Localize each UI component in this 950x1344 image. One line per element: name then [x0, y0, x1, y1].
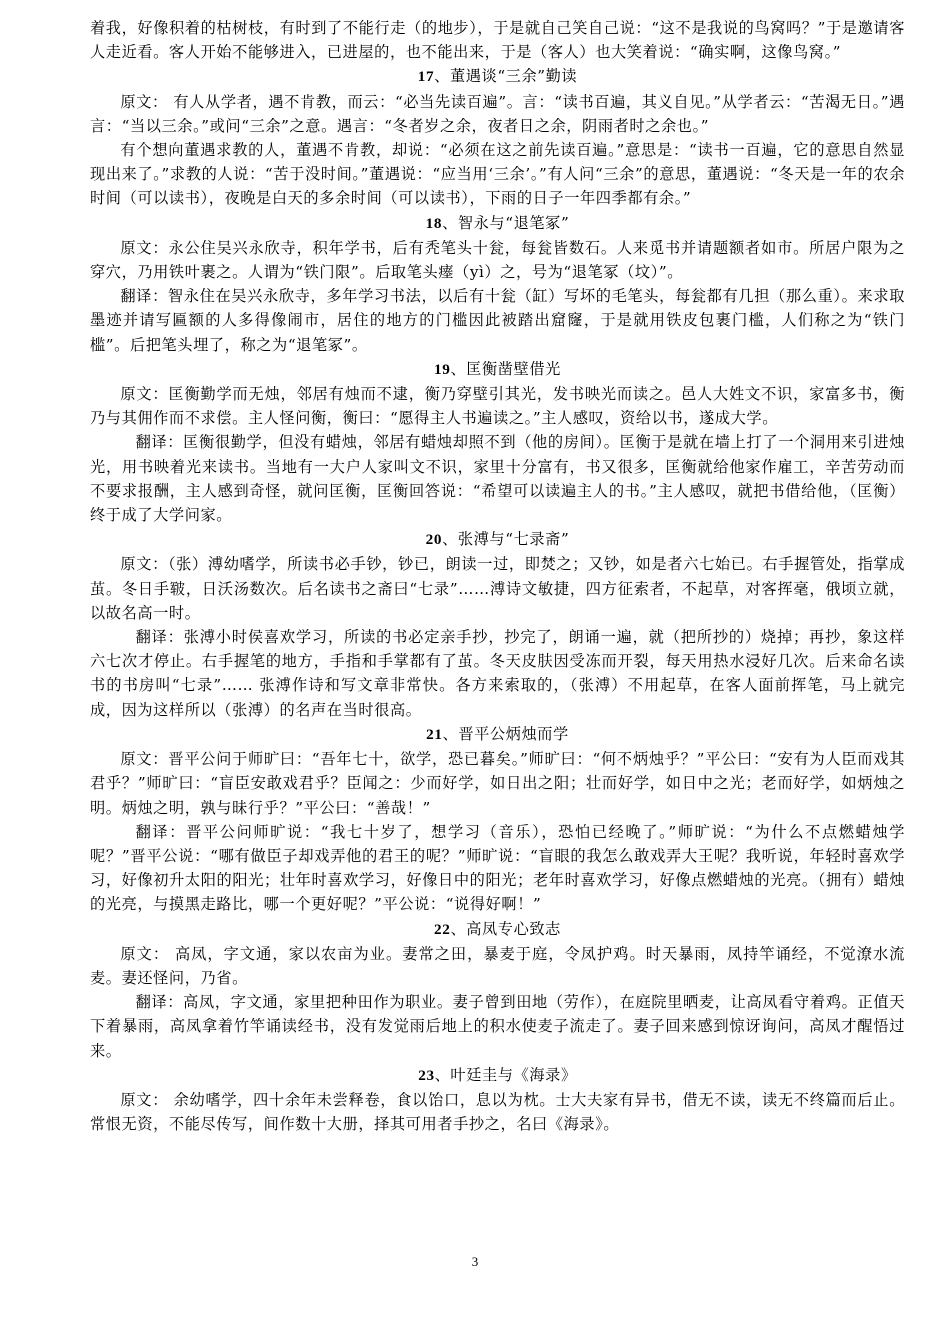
section-17-original: 原文： 有人从学者，遇不肯教，而云：“必当先读百遍”。言：“读书百遍，其义自见。”从学者云：“苦渴无日。”遇言：“当以三余。”或问“三余”之意。遇言：“冬者岁之余，夜者日之余，阴雨者时之余也。”	[90, 92, 905, 135]
section-title: 、叶廷圭与《海录》	[434, 1065, 577, 1084]
section-number: 19	[434, 360, 451, 378]
section-21-heading	[90, 722, 905, 747]
section-number: 20	[425, 531, 443, 549]
section-21-translation: 翻译：晋平公问师旷说：“我七十岁了，想学习（音乐），恐怕已经晚了。”师旷说：“为什么不点燃蜡烛学呢？”晋平公说：“哪有做臣子却戏弄他的君王的呢？”师旷说：“盲眼的我怎么敢戏弄大王呢？我听说，年轻时喜欢学习，好像初升太阳的阳光；壮年时喜欢学习，好像日中的阳光；老年时喜欢学习，好像点燃蜡烛的光亮。（拥有）蜡烛的光亮，与摸黑走路比，哪一个更好呢？”平公说：“说得好啊！”	[90, 822, 905, 914]
section-number: 22	[434, 920, 451, 938]
section-number: 17	[417, 68, 435, 86]
section-19-original: 原文：匡衡勤学而无烛，邻居有烛而不逮，衡乃穿壁引其光，发书映光而读之。邑人大姓文不识，家富多书，衡乃与其佣作而不求偿。主人怪问衡，衡曰：“愿得主人书遍读之。”主人感叹，资给以书，遂成大学。	[90, 385, 905, 428]
section-number: 21	[426, 725, 443, 743]
document-page	[90, 16, 905, 1136]
section-19-translation: 翻译：匡衡很勤学，但没有蜡烛，邻居有蜡烛却照不到（他的房间）。匡衡于是就在墙上打了一个洞用来引进烛光，用书映着光来读书。当地有一大户人家叫文不识，家里十分富有，书又很多，匡衡就给他家作雇工，辛苦劳动而不要求报酬，主人感到奇怪，就问匡衡，匡衡回答说：“希望可以读遍主人的书。”主人感叹，就把书借给他，（匡衡）终于成了大学问家。	[90, 433, 905, 525]
section-title: 、高凤专心致志	[450, 919, 561, 938]
section-20-original: 原文：（张）溥幼嗜学，所读书必手钞，钞已，朗读一过，即焚之；又钞，如是者六七始已。右手握管处，指掌成茧。冬日手皲，日沃汤数次。后名读书之斋曰“七录”……溥诗文敏捷，四方征索者，不起草，对客挥毫，俄顷立就，以故名高一时。	[90, 555, 905, 622]
section-title: 、匡衡凿壁借光	[450, 359, 561, 378]
section-17-translation: 有个想向董遇求教的人，董遇不肯教，却说：“必须在这之前先读百遍。”意思是：“读书一百遍，它的意思自然显现出来了。”求教的人说：“苦于没时间。”董遇说：“应当用‘三余’。”有人问“三余”的意思，董遇说：“冬天是一年的农余时间（可以读书），夜晚是白天的多余时间（可以读书），下雨的日子一年四季都有余。”	[90, 141, 905, 208]
section-number: 18	[425, 214, 443, 232]
section-23-heading	[90, 1063, 905, 1088]
section-18-translation: 翻译：智永住在吴兴永欣寺，多年学习书法，以后有十瓮（缸）写坏的毛笔头，每瓮都有几担（那么重）。来求取墨迹并请写匾额的人多得像闹市，居住的地方的门槛因此被踏出窟窿，于是就用铁皮包裹门槛，人们称之为“铁门槛”。后把笔头埋了，称之为“退笔冢”。	[90, 287, 905, 354]
section-22-heading	[90, 917, 905, 942]
section-20-heading	[90, 527, 905, 552]
section-title: 、晋平公炳烛而学	[442, 724, 569, 743]
section-22-original: 原文： 高凤，字文通，家以农亩为业。妻常之田，暴麦于庭，令凤护鸡。时天暴雨，凤持竿诵经，不觉潦水流麦。妻还怪问，乃省。	[90, 944, 905, 987]
section-19-heading	[90, 357, 905, 382]
section-number: 23	[418, 1066, 435, 1084]
section-title: 、董遇谈“三余”勤读	[434, 67, 578, 86]
section-title: 、智永与“退笔冢”	[442, 213, 570, 232]
section-18-heading	[90, 211, 905, 236]
page-number: 3	[471, 1254, 479, 1269]
section-title: 、张溥与“七录斋”	[442, 530, 570, 549]
section-20-translation: 翻译：张溥小时侯喜欢学习，所读的书必定亲手抄，抄完了，朗诵一遍，就（把所抄的）烧掉；再抄，象这样六七次才停止。右手握笔的地方，手指和手掌都有了茧。冬天皮肤因受冻而开裂，每天用热水浸好几次。后来命名读书的书房叫“七录”…… 张溥作诗和写文章非常快。各方来索取的，（张溥）不用起草，在客人面前挥笔，马上就完成，因为这样所以（张溥）的名声在当时很高。	[90, 628, 905, 719]
section-23-original: 原文： 余幼嗜学，四十余年未尝释卷，食以饴口，息以为枕。士大夫家有异书，借无不读，读无不终篇而后止。常恨无资，不能尽传写，间作数十大册，择其可用者手抄之，名曰《海录》。	[90, 1090, 905, 1134]
intro-paragraph: 着我，好像积着的枯树枝，有时到了不能行走（的地步），于是就自己笑自己说：“这不是我说的鸟窝吗？”于是邀请客人走近看。客人开始不能够进入，已进屋的，也不能出来，于是（客人）也大笑着说：“确实啊，这像鸟窝。”	[90, 19, 905, 62]
section-21-original: 原文：晋平公问于师旷曰：“吾年七十，欲学，恐已暮矣。”师旷曰：“何不炳烛乎？”平公曰：“安有为人臣而戏其君乎？”师旷曰：“盲臣安敢戏君乎？臣闻之：少而好学，如日出之阳；壮而好学，如日中之光；老而好学，如炳烛之明。炳烛之明，孰与昧行乎？”平公曰：“善哉！”	[90, 750, 905, 817]
section-17-heading	[90, 64, 905, 89]
section-22-translation: 翻译：高凤，字文通，家里把种田作为职业。妻子曾到田地（劳作），在庭院里晒麦，让高凤看守着鸡。正值天下着暴雨，高凤拿着竹竿诵读经书，没有发觉雨后地上的积水使麦子流走了。妻子回来感到惊讶询问，高凤才醒悟过来。	[90, 993, 905, 1060]
section-18-original: 原文：永公住吴兴永欣寺，积年学书，后有秃笔头十瓮，每瓮皆数石。人来觅书并请题额者如市。所居户限为之穿穴，乃用铁叶裹之。人谓为“铁门限”。后取笔头瘗（yì）之，号为“退笔冢（坟）”。	[90, 238, 905, 282]
